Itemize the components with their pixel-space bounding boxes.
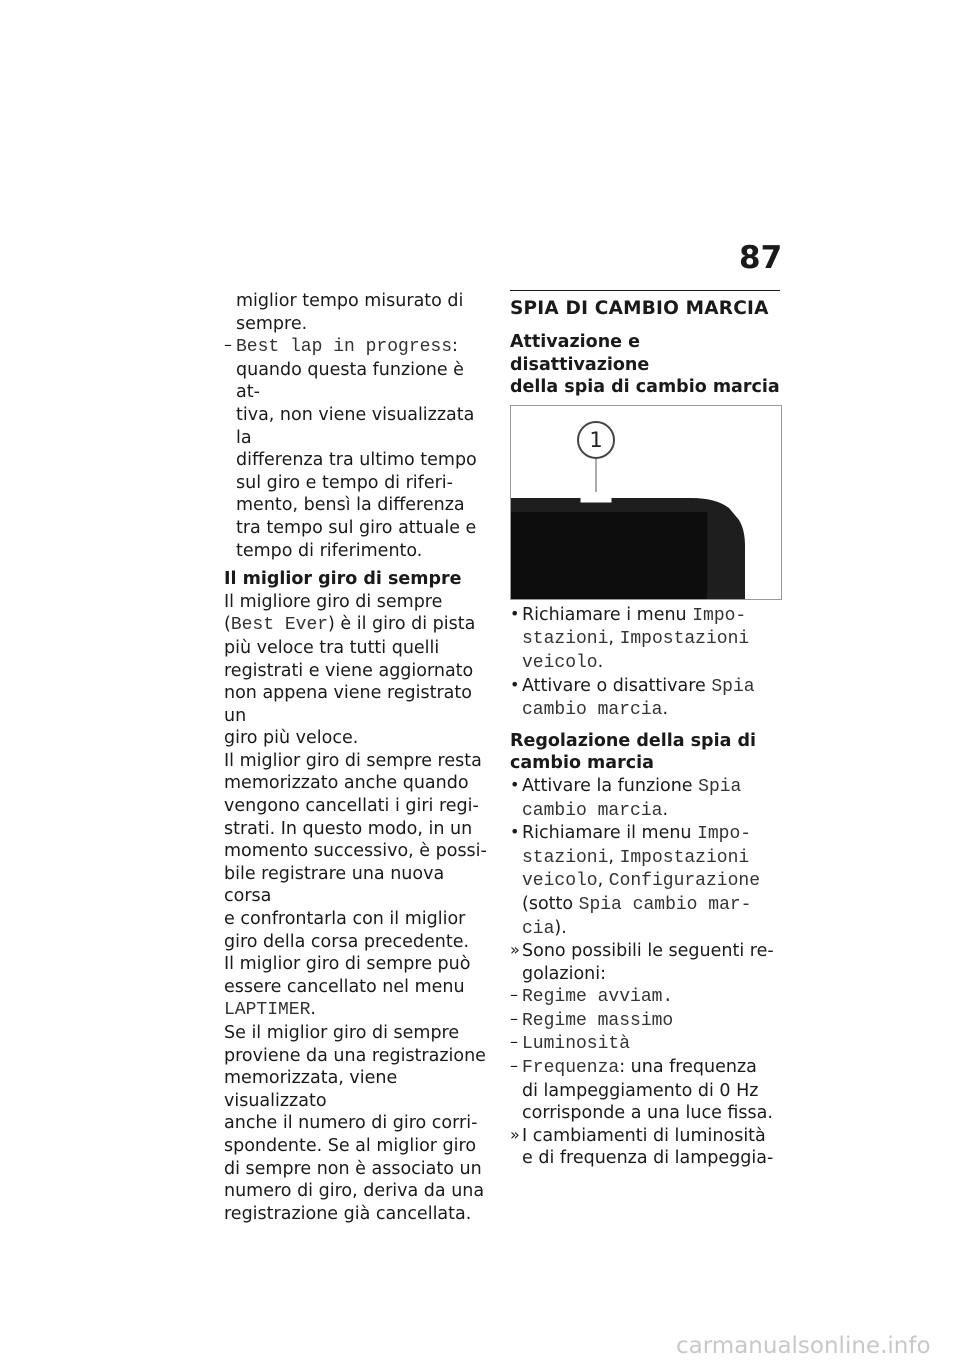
step-text: Richiamare il menu — [522, 823, 698, 844]
p2-line: Il miglior giro di sempre resta — [224, 750, 482, 771]
menu-code: Spia — [698, 776, 742, 797]
p2-line: memorizzato anche quando — [224, 773, 469, 794]
subheading-activation: della spia di cambio marcia — [510, 377, 780, 398]
best-lap-line: tempo di riferimento. — [236, 540, 423, 561]
p1-line: Il migliore giro di sempre — [224, 591, 443, 612]
menu-code: Configurazione — [608, 871, 760, 892]
subheading-adjust: Regolazione della spia di — [510, 730, 756, 751]
option-line: corrisponde a una luce fissa. — [522, 1103, 773, 1124]
menu-code: stazioni — [522, 629, 609, 650]
display-screen — [511, 512, 707, 599]
p1-line: non appena viene registrato un — [224, 683, 472, 726]
menu-code: stazioni — [522, 847, 609, 868]
step-activate-function: • Attivare la funzione Spia cambio marcia. — [510, 774, 742, 821]
option-item — [510, 1056, 780, 1125]
menu-code: veicolo — [522, 871, 598, 892]
step-text: Attivare la funzione — [522, 775, 699, 796]
result-changes — [510, 1125, 780, 1170]
bullet-marker: • — [510, 774, 520, 794]
menu-code: Impostazioni — [619, 629, 750, 650]
step-text: (sotto — [522, 893, 579, 914]
best-ever-code: Best Ever — [230, 615, 329, 636]
p1-line: registrati e viene aggiornato — [224, 660, 474, 681]
best-lap-line: mento, bensì la differenza — [236, 495, 465, 516]
best-lap-line: tiva, non viene visualizzata la — [236, 404, 475, 448]
menu-code: Spia cambio mar- — [578, 894, 752, 915]
bullet-marker: • — [510, 822, 520, 842]
best-lap-line: sul giro e tempo di riferi- — [236, 472, 453, 493]
p2-line: e confrontarla con il miglior — [224, 909, 466, 930]
shift-light-indicator — [581, 492, 611, 502]
p4-line: numero di giro, deriva da una — [224, 1181, 485, 1202]
intro-line: sempre. — [236, 313, 308, 334]
best-lap-code: Best lap in progress — [236, 337, 453, 358]
laptimer-code: LAPTIMER — [224, 1000, 311, 1021]
best-lap-line: differenza tra ultimo tempo — [236, 450, 477, 471]
p2-line: momento successivo, è possi- — [224, 841, 487, 862]
step-text: Attivare o disattivare — [522, 675, 712, 696]
left-column — [224, 290, 492, 1225]
p2-line: strati. In questo modo, in un — [224, 818, 473, 839]
option-code: Regime massimo — [522, 1010, 674, 1031]
best-ever-heading: Il miglior giro di sempre — [224, 569, 462, 590]
option-item — [510, 1009, 780, 1033]
p2-line: bile registrare una nuova corsa — [224, 863, 445, 907]
p1-line: giro più veloce. — [224, 728, 359, 749]
option-code: Frequenza — [522, 1058, 620, 1079]
option-code: Regime avviam. — [522, 987, 674, 1008]
step-toggle: • Attivare o disattivare Spia cambio marcia. — [510, 674, 755, 721]
result-marker: » — [510, 940, 520, 960]
section-title: SPIA DI CAMBIO MARCIA — [510, 290, 780, 321]
dash-marker: – — [510, 985, 518, 1005]
p4-line: spondente. Se al miglior giro — [224, 1135, 477, 1156]
option-text: : una frequenza — [619, 1057, 757, 1078]
p4-line: registrazione già cancellata. — [224, 1203, 472, 1224]
p4-line: anche il numero di giro corri- — [224, 1113, 478, 1134]
result-line: e di frequenza di lampeggia- — [522, 1148, 774, 1169]
p2-line: giro della corsa precedente. — [224, 931, 470, 952]
step-text: Richiamare i menu — [522, 604, 693, 625]
p4-line: Se il miglior giro di sempre — [224, 1023, 460, 1043]
step-call-menu: • Richiamare i menu Impo- stazioni, Impostazioni veicolo. — [510, 603, 750, 673]
p1-line: più veloce tra tutti quelli — [224, 637, 440, 658]
result-settings — [510, 940, 780, 985]
option-code: Luminosità — [522, 1034, 631, 1055]
best-lap-item: – Best lap in progress: quando questa funzione è at- tiva, non viene visualizzata la differenza tra ultimo tempo sul giro e tempo di riferi- mento, bensì la differenza tra tempo sul giro attuale e tempo di riferimento. — [224, 335, 492, 562]
result-line: Sono possibili le seguenti re- — [522, 941, 774, 962]
result-line: golazioni: — [522, 963, 607, 984]
result-marker: » — [510, 1124, 520, 1144]
dash-marker: – — [510, 1008, 518, 1028]
p3-line: essere cancellato nel menu — [224, 976, 465, 997]
bullet-marker: • — [510, 674, 520, 694]
p1-line: (Best Ever) è il giro di pista — [224, 614, 476, 636]
p3-line: LAPTIMER. — [224, 999, 316, 1021]
dash-marker: – — [510, 1032, 518, 1052]
option-line: di lampeggiamento di 0 Hz — [522, 1080, 759, 1101]
best-lap-line: quando questa funzione è at- — [236, 359, 464, 403]
p1-rest: ) è il giro di pista — [328, 614, 476, 635]
dash-marker: – — [224, 335, 232, 355]
p4-line: proviene da una registrazione — [224, 1045, 486, 1066]
menu-code: veicolo — [522, 652, 598, 673]
menu-code: Spia — [711, 676, 755, 697]
watermark-link[interactable]: carmanualsonline.info — [676, 1333, 931, 1359]
page-number: 87 — [739, 240, 783, 276]
menu-code: Impo- — [692, 605, 747, 626]
subheading-activation: Attivazione e disattivazione — [510, 332, 650, 375]
intro-text — [224, 290, 492, 335]
right-column — [510, 290, 780, 1170]
option-item — [510, 985, 780, 1009]
result-line: I cambiamenti di luminosità — [522, 1125, 766, 1146]
menu-code: Impo- — [697, 824, 752, 845]
dashboard-figure — [510, 405, 782, 600]
tft-display-illustration — [511, 406, 781, 599]
p4-line: memorizzata, viene visualizzato — [224, 1068, 398, 1111]
menu-code: Impostazioni — [619, 847, 750, 868]
intro-line: miglior tempo misurato di — [236, 291, 464, 311]
best-lap-line: tra tempo sul giro attuale e — [236, 517, 477, 538]
bullet-marker: • — [510, 603, 520, 623]
callout-number: 1 — [589, 427, 603, 452]
menu-code: cia — [522, 918, 555, 939]
menu-code: cambio marcia — [522, 800, 663, 821]
dash-marker: – — [510, 1056, 518, 1076]
option-item — [510, 1032, 780, 1056]
subheading-adjust: cambio marcia — [510, 753, 654, 774]
step-call-config: • Richiamare il menu Impo- stazioni, Impostazioni veicolo, Configurazione (sotto Spia cambio mar- cia). — [510, 822, 760, 939]
menu-code: cambio marcia — [522, 700, 663, 721]
p2-line: vengono cancellati i giri regi- — [224, 796, 479, 817]
p4-line: di sempre non è associato un — [224, 1158, 482, 1179]
p3-line: Il miglior giro di sempre può — [224, 954, 471, 975]
